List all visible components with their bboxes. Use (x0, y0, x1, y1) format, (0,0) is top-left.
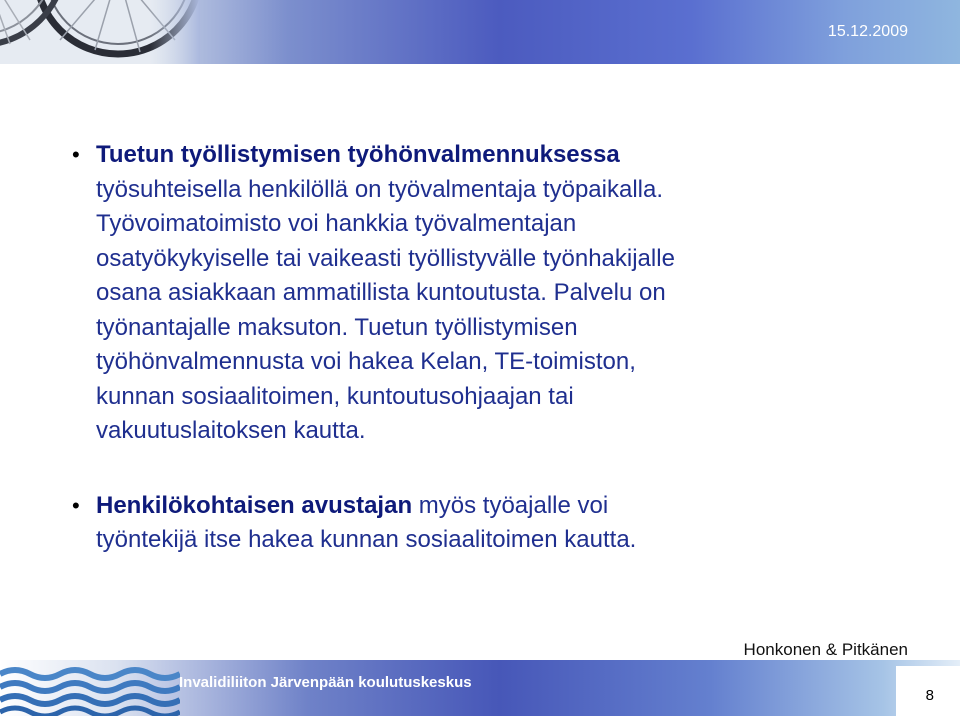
bullet-1-line: osana asiakkaan ammatillista kuntoutusta. Palvelu on (96, 279, 666, 306)
bullet-1-line: vakuutuslaitoksen kautta. (96, 417, 366, 444)
bullet-dot-icon: • (72, 492, 80, 518)
bullet-1-line: työsuhteisella henkilöllä on työvalmentaja työpaikalla. (96, 175, 663, 203)
wave-logo-icon (0, 660, 180, 716)
bullet-paragraph-2 (72, 489, 936, 558)
bullet-1-line: Työvoimatoimisto voi hankkia työvalmentajan (96, 210, 577, 237)
bullet-2-line: työntekijä itse hakea kunnan sosiaalitoimen kautta. (96, 526, 637, 553)
bullet-2-first-line-rest: myös työajalle voi (412, 491, 609, 519)
author-credits: Honkonen & Pitkänen (743, 640, 908, 659)
bullet-1-line: työnantajalle maksuton. Tuetun työllistymisen (96, 313, 578, 341)
bullet-1-line: osatyökykyiselle tai vaikeasti työllistyvälle työnhakijalle (96, 244, 675, 272)
page-number: 8 (925, 687, 934, 704)
wheelchair-wheel-photo (0, 0, 200, 64)
organization-name: Invalidiliiton Järvenpään koulutuskeskus (179, 674, 472, 691)
slide-content (72, 138, 936, 558)
footer-bar (0, 660, 960, 716)
header-bar (0, 0, 960, 64)
bullet-2-bold: Henkilökohtaisen avustajan (96, 491, 413, 519)
bullet-paragraph-1 (72, 138, 936, 449)
page-number-box (896, 666, 960, 716)
bullet-1-line: kunnan sosiaalitoimen, kuntoutusohjaajan tai (96, 382, 574, 410)
bullet-1-line: työhönvalmennusta voi hakea Kelan, TE-toimiston, (96, 348, 636, 375)
bullet-dot-icon: • (72, 142, 80, 167)
slide-date: 15.12.2009 (827, 23, 908, 40)
bullet-1-bold: Tuetun työllistymisen työhönvalmennuksessa (96, 141, 620, 168)
